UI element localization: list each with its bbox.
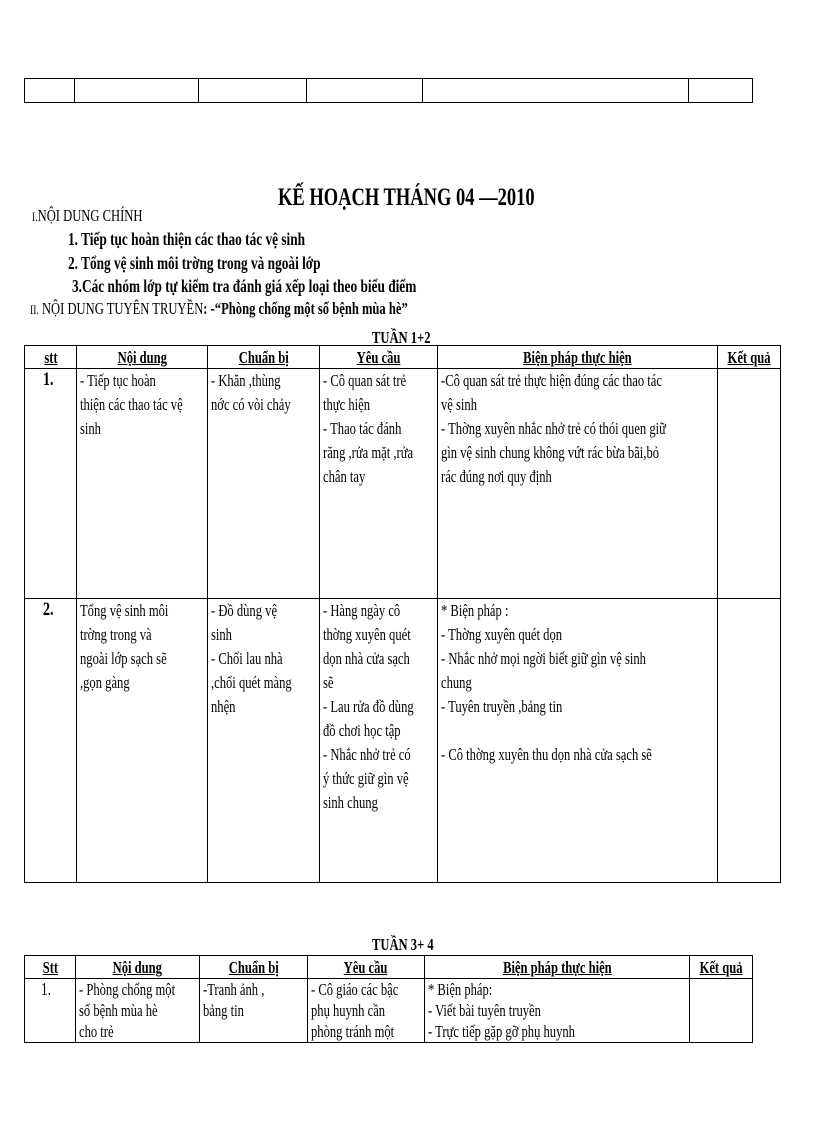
header-content: Nội dung	[77, 346, 208, 369]
week-3-4-table	[24, 955, 753, 1043]
section-1-title: NỘI DUNG CHÍNH	[37, 206, 143, 225]
section-1-item: 2. Tổng vệ sinh môi trờng trong và ngoài lớp	[68, 253, 321, 273]
row-result	[718, 369, 781, 599]
header-stt: Stt	[25, 956, 76, 979]
row-preparation: - Đồ dùng vệ sinh - Chổi lau nhà ,chổi quét màng nhện	[208, 599, 320, 883]
week-3-4-label: TUẦN 3+ 4	[372, 935, 434, 954]
header-content: Nội dung	[76, 956, 200, 979]
header-result: Kết quả	[690, 956, 753, 979]
row-content: Tổng vệ sinh môi trờng trong và ngoài lớp sạch sẽ ,gọn gàng	[77, 599, 208, 883]
section-2-roman: II.	[30, 302, 39, 317]
row-result	[690, 979, 753, 1043]
table-row	[25, 979, 753, 1043]
header-stt: stt	[25, 346, 77, 369]
header-result: Kết quả	[718, 346, 781, 369]
section-2-topic: : -“Phòng chống một số bệnh mùa hè”	[203, 299, 408, 318]
table-header-row	[25, 956, 753, 979]
stub-cell	[199, 79, 307, 103]
row-content: - Tiếp tục hoàn thiện các thao tác vệ sinh	[77, 369, 208, 599]
row-number: 1.	[25, 369, 77, 599]
section-1-item: 1. Tiếp tục hoàn thiện các thao tác vệ sinh	[68, 229, 306, 249]
stub-cell	[75, 79, 199, 103]
header-preparation: Chuẩn bị	[208, 346, 320, 369]
section-1-heading	[32, 206, 181, 226]
week-1-2-table	[24, 345, 781, 883]
row-requirements: - Cô giáo các bậc phụ huynh cần phòng tránh một	[308, 979, 425, 1043]
header-requirements: Yêu cầu	[308, 956, 425, 979]
row-measures: * Biện pháp: - Viết bài tuyên truyền - Trực tiếp gặp gỡ phụ huynh	[425, 979, 690, 1043]
table-row	[25, 369, 781, 599]
section-1-item: 3.Các nhóm lớp tự kiểm tra đánh giá xếp loại theo biểu điểm	[72, 276, 417, 296]
row-content: - Phòng chống một số bệnh mùa hè cho trẻ	[76, 979, 200, 1043]
row-result	[718, 599, 781, 883]
section-2-heading	[30, 299, 540, 319]
stub-cell	[307, 79, 423, 103]
row-number: 2.	[25, 599, 77, 883]
row-number: 1.	[25, 979, 76, 1043]
section-2-title: NỘI DUNG TUYÊN TRUYỀN	[41, 299, 204, 318]
stub-cell	[689, 79, 753, 103]
row-requirements: - Hàng ngày cô thờng xuyên quét dọn nhà cửa sạch sẽ - Lau rửa đồ dùng đồ chơi học tập - Nhắc nhở trẻ có ý thức giữ gìn vệ sinh chung	[320, 599, 438, 883]
row-measures: * Biện pháp : - Thờng xuyên quét dọn - Nhắc nhở mọi ngời biết giữ gìn vệ sinh chung - Tuyên truyền ,bảng tin - Cô thờng xuyên thu dọn nhà cửa sạch sẽ	[438, 599, 718, 883]
row-measures: -Cô quan sát trẻ thực hiện đúng các thao tác vệ sinh - Thờng xuyên nhắc nhở trẻ có thói quen giữ gìn vệ sinh chung không vứt rác bừa bãi,bỏ rác đúng nơi quy định	[438, 369, 718, 599]
header-preparation: Chuẩn bị	[200, 956, 308, 979]
table-row	[25, 599, 781, 883]
previous-page-table-stub	[24, 78, 753, 103]
header-measures: Biện pháp thực hiện	[425, 956, 690, 979]
stub-cell	[423, 79, 689, 103]
header-measures: Biện pháp thực hiện	[438, 346, 718, 369]
row-preparation: -Tranh ảnh , bảng tin	[200, 979, 308, 1043]
table-header-row	[25, 346, 781, 369]
row-preparation: - Khăn ,thùng nớc có vòi chảy	[208, 369, 320, 599]
row-requirements: - Cô quan sát trẻ thực hiện - Thao tác đánh răng ,rửa mặt ,rửa chân tay	[320, 369, 438, 599]
header-requirements: Yêu cầu	[320, 346, 438, 369]
section-1-roman: I.	[32, 209, 38, 224]
page-title: KẾ HOẠCH THÁNG 04 —2010	[278, 184, 535, 211]
stub-cell	[25, 79, 75, 103]
week-1-2-label: TUẦN 1+2	[372, 328, 431, 347]
